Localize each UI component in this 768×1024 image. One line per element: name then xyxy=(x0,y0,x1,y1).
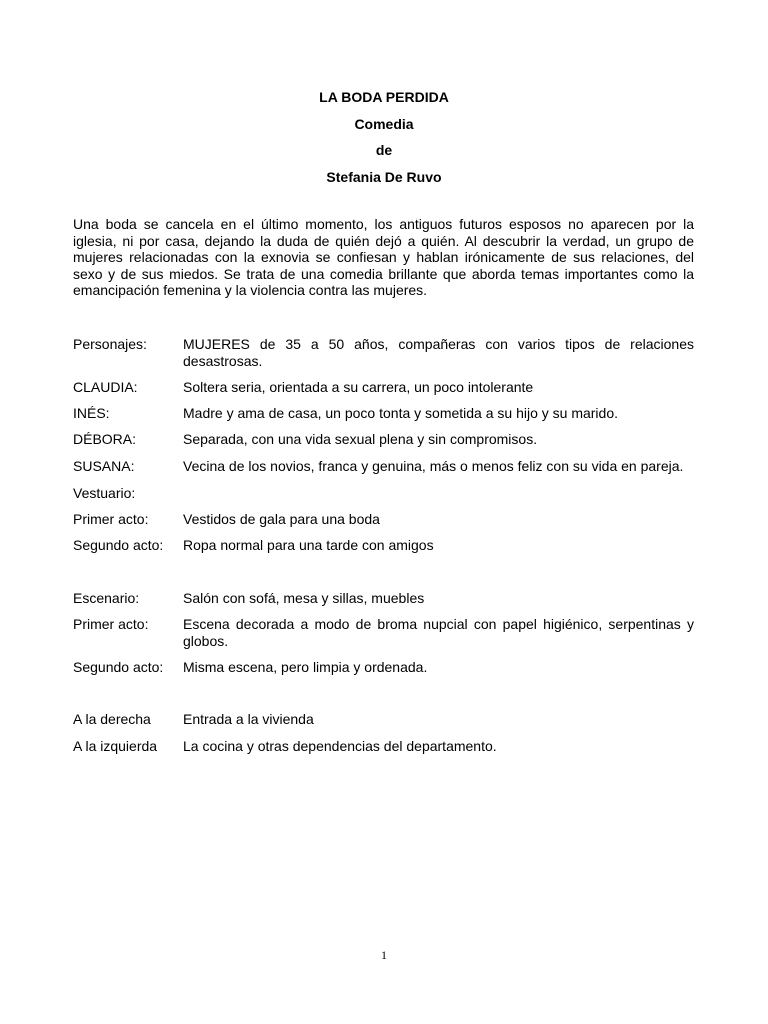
play-genre: Comedia xyxy=(354,115,414,132)
stage-side-description: Entrada a la vivienda xyxy=(183,711,314,727)
character-name: SUSANA: xyxy=(73,458,135,474)
title-block xyxy=(0,84,768,190)
character-name: DÉBORA: xyxy=(73,431,137,447)
set-act-row xyxy=(73,616,694,649)
set-act-description: Escena decorada a modo de broma nupcial con papel higiénico, serpentinas y globos. xyxy=(183,616,694,649)
costume-row xyxy=(73,511,694,528)
set-label: Escenario: xyxy=(73,590,140,606)
character-name: INÉS: xyxy=(73,405,110,421)
costume-act: Segundo acto: xyxy=(73,537,164,553)
by-word: de xyxy=(375,142,393,158)
character-description: Separada, con una vida sexual plena y sin compromisos. xyxy=(183,431,538,447)
stage-side-row xyxy=(73,711,694,728)
set-act: Primer acto: xyxy=(73,616,149,632)
set-row xyxy=(73,590,694,607)
stage-side-row xyxy=(73,738,694,755)
character-description: Madre y ama de casa, un poco tonta y sometida a su hijo y su marido. xyxy=(183,405,619,421)
stage-side: A la izquierda xyxy=(73,738,158,754)
play-title: LA BODA PERDIDA xyxy=(319,89,449,105)
character-description: Soltera seria, orientada a su carrera, un poco intolerante xyxy=(183,379,534,395)
set-act: Segundo acto: xyxy=(73,659,164,675)
characters-row xyxy=(73,336,694,369)
character-row xyxy=(73,405,694,422)
page-number: 1 xyxy=(381,948,387,962)
costume-description: Ropa normal para una tarde con amigos xyxy=(183,537,434,553)
character-row xyxy=(73,431,694,448)
costume-act: Primer acto: xyxy=(73,511,149,527)
characters-label: Personajes: xyxy=(73,336,147,352)
stage-side: A la derecha xyxy=(73,711,151,727)
synopsis-paragraph: Una boda se cancela en el último momento, los antiguos futuros esposos no aparecen por la iglesia, ni por casa, dejando la duda de quién dejó a quién. Al descubrir la verdad, un grupo de mujeres relacionadas con la exnovia se confiesan y hablan irónicamente de sus relaciones, del sexo y de sus miedos. Se trata de una comedia brillante que aborda temas importantes como la emancipación femenina y la violencia contra las mujeres. xyxy=(73,216,694,298)
characters-description: MUJERES de 35 a 50 años, compañeras con varios tipos de relaciones desastrosas. xyxy=(183,336,694,369)
costumes-label: Vestuario: xyxy=(73,485,136,501)
costume-description: Vestidos de gala para una boda xyxy=(183,511,380,527)
costume-row xyxy=(73,537,694,554)
character-name: CLAUDIA: xyxy=(73,379,138,395)
character-description: Vecina de los novios, franca y genuina, más o menos feliz con su vida en pareja. xyxy=(183,458,684,474)
author-name: Stefania De Ruvo xyxy=(326,168,442,185)
stage-side-description: La cocina y otras dependencias del departamento. xyxy=(183,738,497,754)
character-row xyxy=(73,458,694,475)
set-act-description: Misma escena, pero limpia y ordenada. xyxy=(183,659,428,675)
character-row xyxy=(73,379,694,396)
set-description: Salón con sofá, mesa y sillas, muebles xyxy=(183,590,425,606)
set-act-row xyxy=(73,659,694,676)
